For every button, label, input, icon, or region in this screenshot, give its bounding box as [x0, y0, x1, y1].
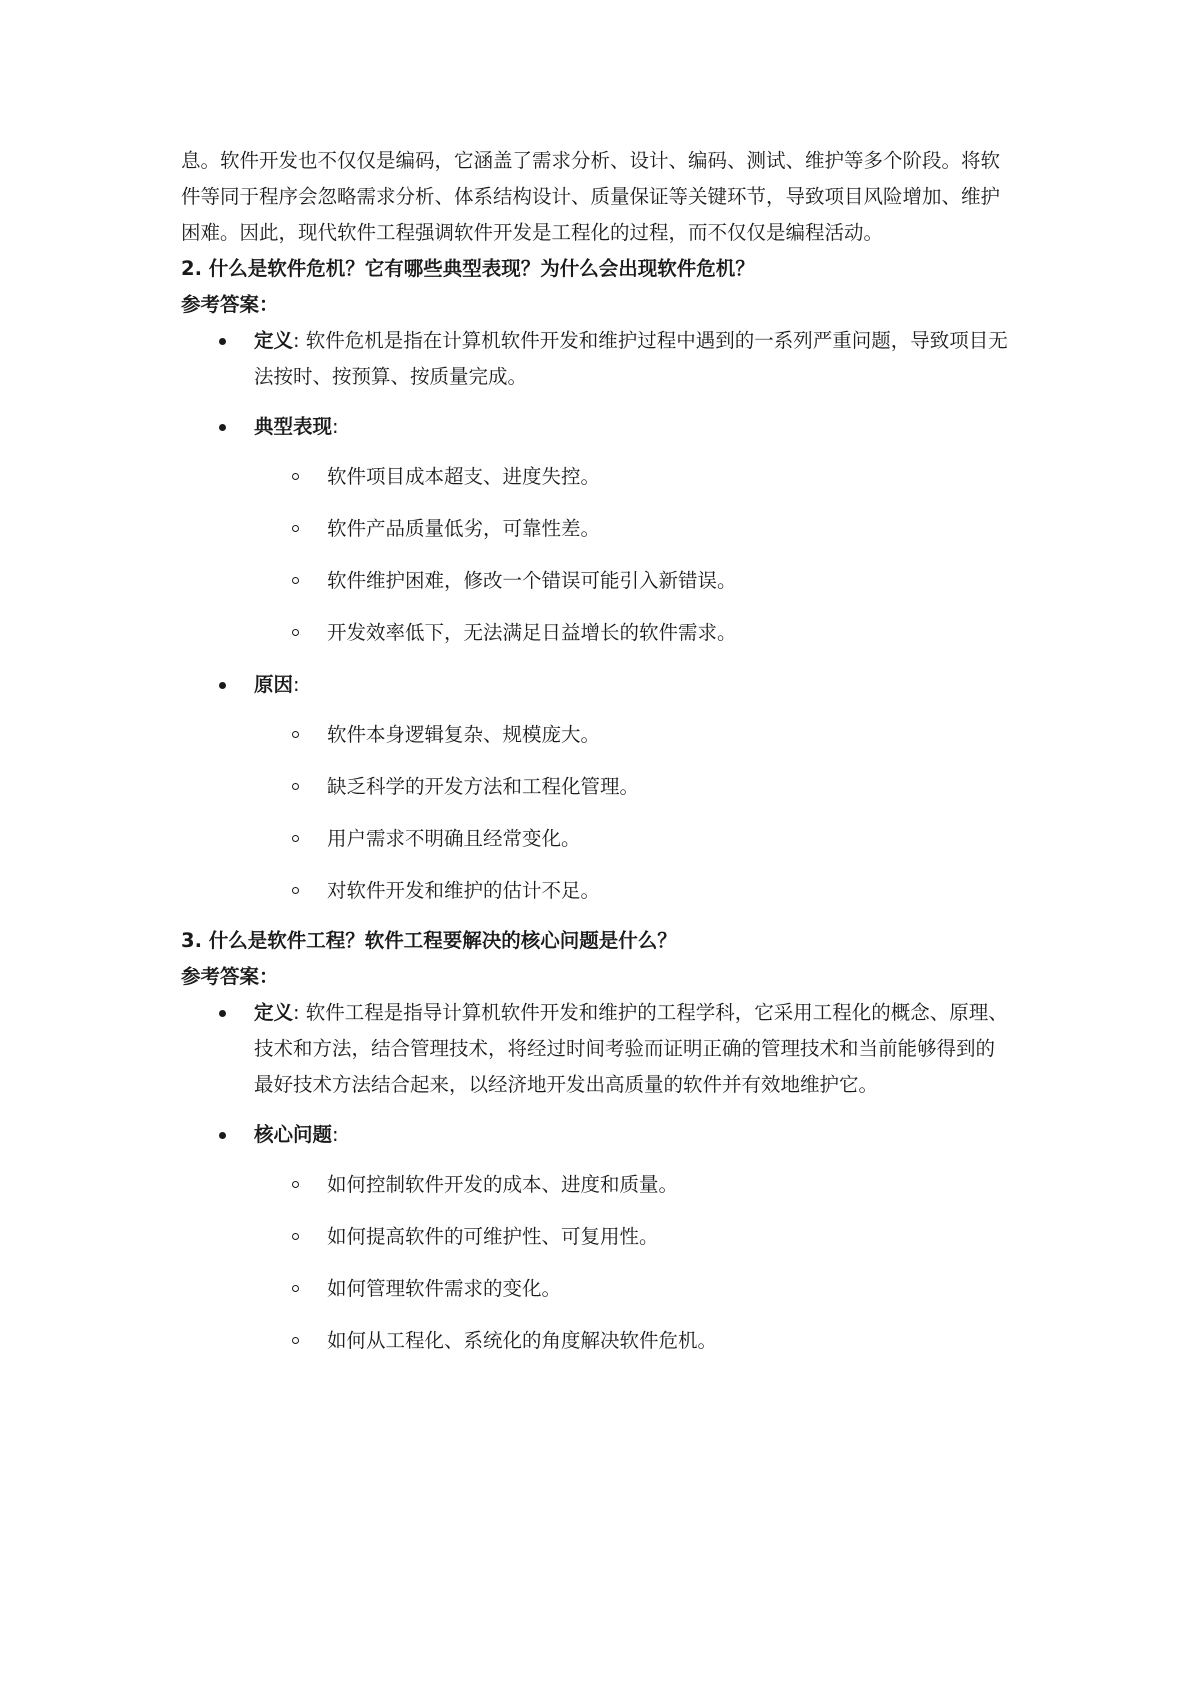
q2-symptoms-item [181, 409, 1011, 651]
symptom-item [254, 563, 1011, 599]
bullet-circle-icon [292, 577, 299, 584]
bullet-dot-icon [219, 424, 226, 431]
q3-definition-item [181, 995, 1011, 1103]
bullet-dot-icon [219, 1132, 226, 1139]
document-content [181, 143, 1011, 1375]
answer-label-3: 参考答案： [181, 965, 279, 988]
core-item [254, 1219, 1011, 1255]
cause-item [254, 821, 1011, 857]
bullet-dot-icon [219, 682, 226, 689]
term-separator: : [332, 1123, 339, 1146]
bullet-circle-icon [292, 629, 299, 636]
symptom-item [254, 511, 1011, 547]
cause-item [254, 769, 1011, 805]
core-text: 如何控制软件开发的成本、进度和质量。 [327, 1173, 679, 1196]
bullet-circle-icon [292, 525, 299, 532]
intro-paragraph: 息。软件开发也不仅仅是编码，它涵盖了需求分析、设计、编码、测试、维护等多个阶段。将软件等同于程序会忽略需求分析、体系结构设计、质量保证等关键环节，导致项目风险增加、维护困难。因此，现代软件工程强调软件开发是工程化的过程，而不仅仅是编程活动。 [181, 149, 1001, 244]
term-separator: : [293, 1001, 306, 1024]
term-separator: : [293, 673, 300, 696]
answer-3-list [181, 995, 1011, 1359]
core-text: 如何从工程化、系统化的角度解决软件危机。 [327, 1329, 718, 1352]
definition-term: 定义 [254, 329, 294, 352]
question-3-heading: 3. 什么是软件工程？软件工程要解决的核心问题是什么？ [181, 929, 677, 952]
answer-2-list [181, 323, 1011, 909]
cause-item [254, 717, 1011, 753]
core-sublist [254, 1167, 1011, 1359]
causes-term: 原因 [254, 673, 294, 696]
cause-text: 对软件开发和维护的估计不足。 [327, 879, 601, 902]
bullet-circle-icon [292, 783, 299, 790]
causes-sublist [254, 717, 1011, 909]
q3-core-item [181, 1117, 1011, 1359]
symptom-item [254, 459, 1011, 495]
bullet-circle-icon [292, 1337, 299, 1344]
question-2-heading: 2. 什么是软件危机？它有哪些典型表现？为什么会出现软件危机？ [181, 257, 755, 280]
core-term: 核心问题 [254, 1123, 333, 1146]
symptom-text: 软件项目成本超支、进度失控。 [327, 465, 601, 488]
core-text: 如何提高软件的可维护性、可复用性。 [327, 1225, 659, 1248]
term-separator: : [293, 329, 306, 352]
definition-text: 软件危机是指在计算机软件开发和维护过程中遇到的一系列严重问题，导致项目无法按时、按预算、按质量完成。 [254, 329, 1008, 388]
bullet-circle-icon [292, 1285, 299, 1292]
symptom-text: 软件产品质量低劣，可靠性差。 [327, 517, 601, 540]
cause-text: 用户需求不明确且经常变化。 [327, 827, 581, 850]
core-item [254, 1167, 1011, 1203]
bullet-circle-icon [292, 835, 299, 842]
symptom-text: 软件维护困难，修改一个错误可能引入新错误。 [327, 569, 737, 592]
q2-definition-item [181, 323, 1011, 395]
cause-item [254, 873, 1011, 909]
cause-text: 软件本身逻辑复杂、规模庞大。 [327, 723, 601, 746]
term-separator: : [332, 415, 339, 438]
bullet-circle-icon [292, 887, 299, 894]
bullet-circle-icon [292, 1233, 299, 1240]
bullet-dot-icon [219, 1010, 226, 1017]
q2-causes-item [181, 667, 1011, 909]
answer-label-2: 参考答案： [181, 293, 279, 316]
symptom-item [254, 615, 1011, 651]
bullet-dot-icon [219, 338, 226, 345]
definition-term: 定义 [254, 1001, 294, 1024]
definition-text: 软件工程是指导计算机软件开发和维护的工程学科，它采用工程化的概念、原理、技术和方法，结合管理技术，将经过时间考验而证明正确的管理技术和当前能够得到的最好技术方法结合起来，以经济地开发出高质量的软件并有效地维护它。 [254, 1001, 1008, 1096]
bullet-circle-icon [292, 473, 299, 480]
bullet-circle-icon [292, 1181, 299, 1188]
core-text: 如何管理软件需求的变化。 [327, 1277, 562, 1300]
core-item [254, 1323, 1011, 1359]
symptoms-sublist [254, 459, 1011, 651]
core-item [254, 1271, 1011, 1307]
symptom-text: 开发效率低下，无法满足日益增长的软件需求。 [327, 621, 737, 644]
cause-text: 缺乏科学的开发方法和工程化管理。 [327, 775, 640, 798]
bullet-circle-icon [292, 731, 299, 738]
symptoms-term: 典型表现 [254, 415, 333, 438]
